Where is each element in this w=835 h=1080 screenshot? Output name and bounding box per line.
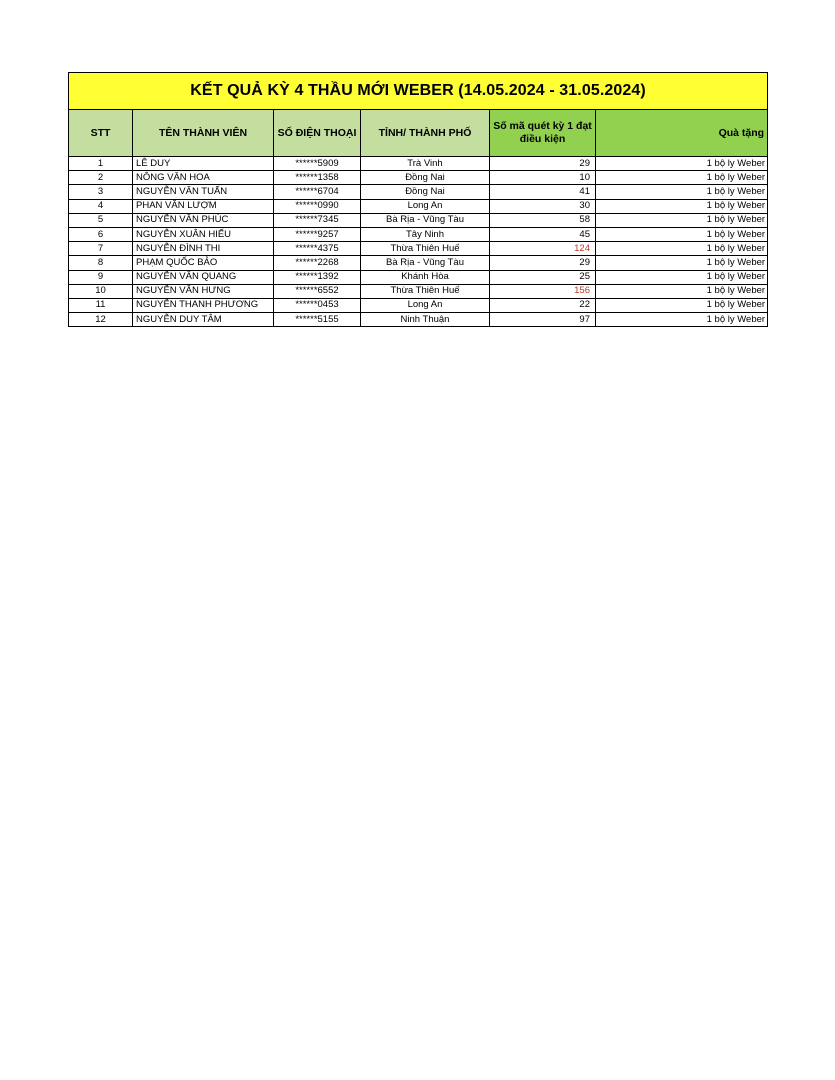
cell-scan-codes: 58	[490, 213, 596, 227]
cell-phone: ******5155	[274, 313, 361, 327]
cell-city: Bà Rịa - Vũng Tàu	[361, 256, 490, 270]
table-row	[69, 256, 768, 270]
table-body	[69, 157, 768, 327]
cell-phone: ******0453	[274, 298, 361, 312]
header-row	[69, 110, 768, 157]
cell-city: Bà Rịa - Vũng Tàu	[361, 213, 490, 227]
cell-city: Thừa Thiên Huế	[361, 242, 490, 256]
col-header-city: TỈNH/ THÀNH PHỐ	[361, 110, 490, 157]
cell-scan-codes: 30	[490, 199, 596, 213]
table-row	[69, 284, 768, 298]
table-row	[69, 313, 768, 327]
cell-stt: 6	[69, 227, 133, 241]
cell-stt: 10	[69, 284, 133, 298]
cell-city: Đồng Nai	[361, 185, 490, 199]
cell-stt: 9	[69, 270, 133, 284]
cell-scan-codes: 22	[490, 298, 596, 312]
table-row	[69, 157, 768, 171]
cell-phone: ******1392	[274, 270, 361, 284]
cell-stt: 2	[69, 171, 133, 185]
col-header-name: TÊN THÀNH VIÊN	[133, 110, 274, 157]
col-header-phone: SỐ ĐIỆN THOẠI	[274, 110, 361, 157]
cell-gift: 1 bộ ly Weber	[596, 213, 768, 227]
cell-gift: 1 bộ ly Weber	[596, 227, 768, 241]
cell-phone: ******6552	[274, 284, 361, 298]
cell-phone: ******6704	[274, 185, 361, 199]
cell-member-name: NGUYỄN VĂN HƯNG	[133, 284, 274, 298]
cell-stt: 1	[69, 157, 133, 171]
cell-scan-codes: 29	[490, 256, 596, 270]
cell-gift: 1 bộ ly Weber	[596, 270, 768, 284]
cell-scan-codes: 124	[490, 242, 596, 256]
cell-member-name: PHAN VĂN LƯỢM	[133, 199, 274, 213]
table-row	[69, 242, 768, 256]
cell-member-name: NGUYỄN DUY TÂM	[133, 313, 274, 327]
cell-member-name: NGUYỄN ĐÌNH THI	[133, 242, 274, 256]
cell-stt: 12	[69, 313, 133, 327]
table-row	[69, 185, 768, 199]
cell-gift: 1 bộ ly Weber	[596, 284, 768, 298]
cell-phone: ******1358	[274, 171, 361, 185]
cell-member-name: NGUYỄN THANH PHƯƠNG	[133, 298, 274, 312]
cell-gift: 1 bộ ly Weber	[596, 171, 768, 185]
cell-gift: 1 bộ ly Weber	[596, 185, 768, 199]
cell-gift: 1 bộ ly Weber	[596, 242, 768, 256]
cell-gift: 1 bộ ly Weber	[596, 199, 768, 213]
cell-stt: 3	[69, 185, 133, 199]
cell-stt: 4	[69, 199, 133, 213]
cell-city: Ninh Thuận	[361, 313, 490, 327]
cell-phone: ******2268	[274, 256, 361, 270]
cell-member-name: NÔNG VĂN HOA	[133, 171, 274, 185]
table-row	[69, 199, 768, 213]
table-row	[69, 171, 768, 185]
sheet-title: KẾT QUẢ KỲ 4 THẦU MỚI WEBER (14.05.2024 - 31.05.2024)	[69, 73, 768, 110]
cell-member-name: NGUYỄN XUÂN HIẾU	[133, 227, 274, 241]
cell-city: Trà Vinh	[361, 157, 490, 171]
cell-stt: 11	[69, 298, 133, 312]
cell-stt: 8	[69, 256, 133, 270]
cell-scan-codes: 156	[490, 284, 596, 298]
col-header-gift: Quà tặng	[596, 110, 768, 157]
cell-city: Khánh Hòa	[361, 270, 490, 284]
cell-member-name: NGUYỄN VĂN TUẤN	[133, 185, 274, 199]
cell-phone: ******9257	[274, 227, 361, 241]
cell-city: Long An	[361, 298, 490, 312]
results-table	[68, 72, 768, 327]
cell-stt: 5	[69, 213, 133, 227]
cell-city: Tây Ninh	[361, 227, 490, 241]
cell-gift: 1 bộ ly Weber	[596, 256, 768, 270]
table-row	[69, 227, 768, 241]
table-row	[69, 298, 768, 312]
cell-scan-codes: 45	[490, 227, 596, 241]
cell-city: Đồng Nai	[361, 171, 490, 185]
cell-phone: ******0990	[274, 199, 361, 213]
cell-phone: ******7345	[274, 213, 361, 227]
cell-scan-codes: 29	[490, 157, 596, 171]
cell-scan-codes: 97	[490, 313, 596, 327]
cell-member-name: LÊ DUY	[133, 157, 274, 171]
table-row	[69, 213, 768, 227]
cell-city: Long An	[361, 199, 490, 213]
table-row	[69, 270, 768, 284]
cell-scan-codes: 41	[490, 185, 596, 199]
cell-gift: 1 bộ ly Weber	[596, 157, 768, 171]
cell-scan-codes: 10	[490, 171, 596, 185]
col-header-stt: STT	[69, 110, 133, 157]
cell-gift: 1 bộ ly Weber	[596, 313, 768, 327]
cell-member-name: NGUYỄN VĂN PHÚC	[133, 213, 274, 227]
col-header-codes: Số mã quét kỳ 1 đạt điều kiện	[490, 110, 596, 157]
cell-city: Thừa Thiên Huế	[361, 284, 490, 298]
cell-phone: ******5909	[274, 157, 361, 171]
cell-scan-codes: 25	[490, 270, 596, 284]
results-sheet	[68, 72, 767, 327]
cell-gift: 1 bộ ly Weber	[596, 298, 768, 312]
cell-member-name: PHẠM QUỐC BẢO	[133, 256, 274, 270]
cell-member-name: NGUYỄN VĂN QUANG	[133, 270, 274, 284]
cell-phone: ******4375	[274, 242, 361, 256]
cell-stt: 7	[69, 242, 133, 256]
